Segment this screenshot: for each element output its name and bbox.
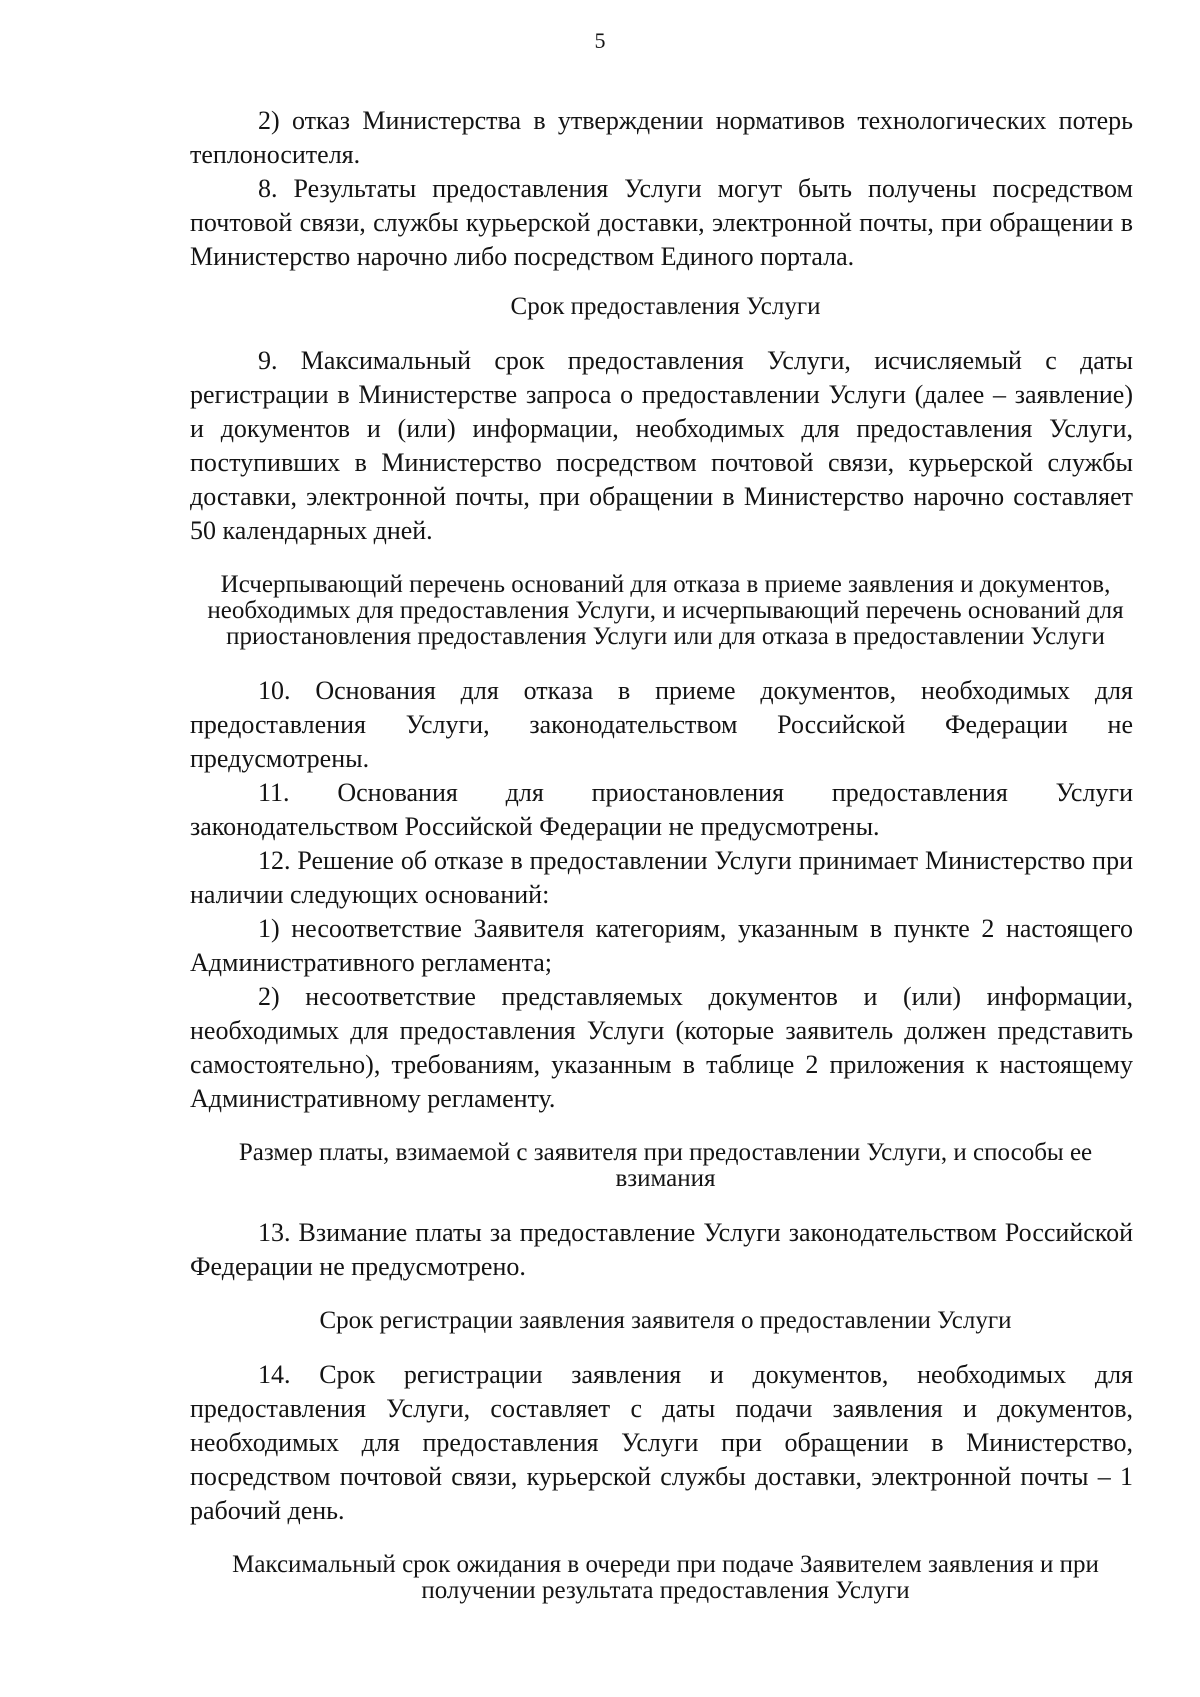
paragraph-7-2: 2) отказ Министерства в утверждении нормативов технологических потерь теплоносителя.	[190, 106, 1133, 169]
paragraph-8: 8. Результаты предоставления Услуги могут быть получены посредством почтовой связи, службы курьерской доставки, электронной почты, при обращении в Министерство нарочно либо посредством Единого портала.	[190, 174, 1133, 271]
paragraph-11: 11. Основания для приостановления предоставления Услуги законодательством Российской Федерации не предусмотрены.	[190, 778, 1133, 841]
section-heading-term: Срок предоставления Услуги	[510, 293, 821, 320]
paragraph-10: 10. Основания для отказа в приеме документов, необходимых для предоставления Услуги, законодательством Российской Федерации не предусмотрены.	[190, 676, 1133, 773]
paragraph-13: 13. Взимание платы за предоставление Услуги законодательством Российской Федерации не предусмотрено.	[190, 1218, 1133, 1281]
section-heading-registration: Срок регистрации заявления заявителя о предоставлении Услуги	[319, 1307, 1012, 1334]
page-number: 5	[594, 28, 606, 53]
paragraph-12: 12. Решение об отказе в предоставлении Услуги принимает Министерство при наличии следующих оснований:	[190, 846, 1133, 909]
section-heading-queue: Максимальный срок ожидания в очереди при подаче Заявителем заявления и при получении результата предоставления Услуги	[232, 1551, 1099, 1604]
section-heading-refusal-grounds: Исчерпывающий перечень оснований для отказа в приеме заявления и документов, необходимых для предоставления Услуги, и исчерпывающий перечень оснований для приостановления предоставления Услуги или для отказа в предоставлении Услуги	[207, 571, 1124, 650]
paragraph-14: 14. Срок регистрации заявления и документов, необходимых для предоставления Услуги, составляет с даты подачи заявления и документов, необходимых для предоставления Услуги при обращении в Министерство, посредством почтовой связи, курьерской службы доставки, электронной почты – 1 рабочий день.	[190, 1360, 1133, 1525]
paragraph-12-2: 2) несоответствие представляемых документов и (или) информации, необходимых для предоставления Услуги (которые заявитель должен представить самостоятельно), требованиям, указанным в таблице 2 приложения к настоящему Административному регламенту.	[190, 982, 1133, 1113]
document-body	[190, 104, 1133, 1604]
paragraph-12-1: 1) несоответствие Заявителя категориям, указанным в пункте 2 настоящего Административного регламента;	[190, 914, 1133, 977]
section-heading-fee: Размер платы, взимаемой с заявителя при предоставлении Услуги, и способы ее взимания	[238, 1139, 1093, 1192]
paragraph-9: 9. Максимальный срок предоставления Услуги, исчисляемый с даты регистрации в Министерстве запроса о предоставлении Услуги (далее – заявление) и документов и (или) информации, необходимых для предоставления Услуги, поступивших в Министерство посредством почтовой связи, курьерской службы доставки, электронной почты, при обращении в Министерство нарочно составляет 50 календарных дней.	[190, 346, 1133, 545]
